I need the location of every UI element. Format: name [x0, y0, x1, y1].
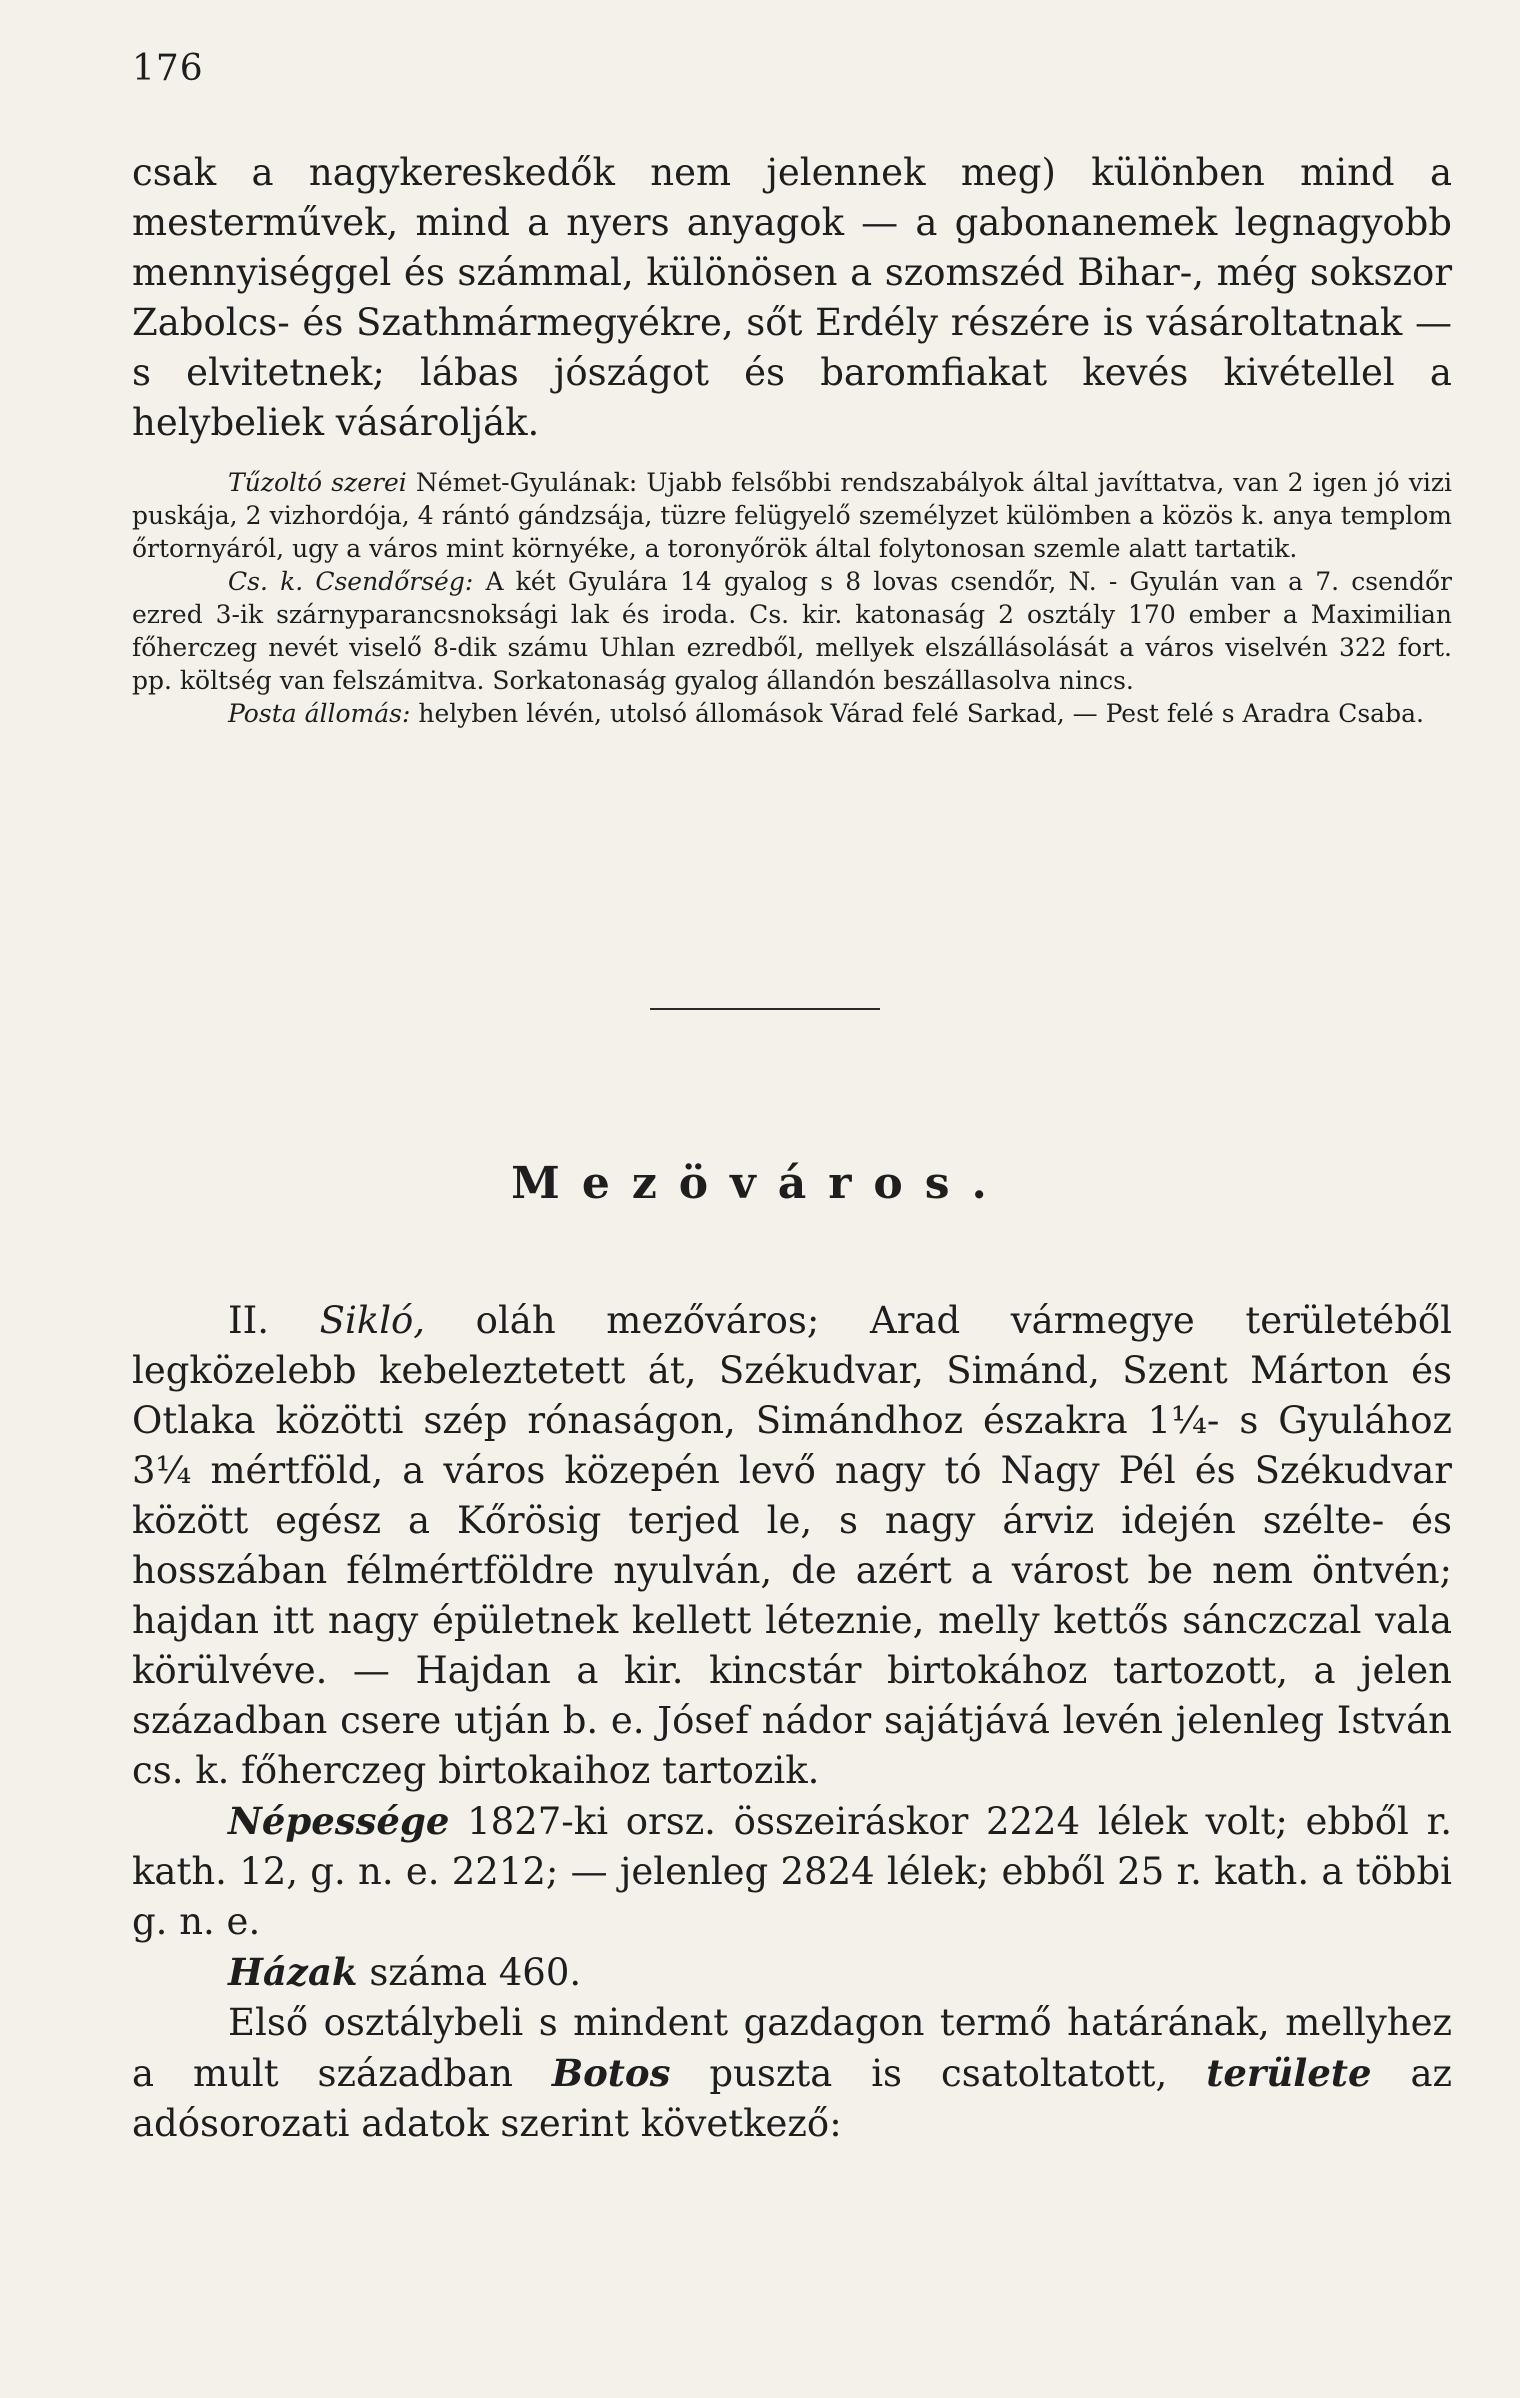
paragraph-middle: puszta is csatoltatott,: [670, 2052, 1207, 2095]
section-body: [132, 1296, 1452, 2149]
top-paragraph-block: [132, 148, 1452, 448]
notes-block: [132, 466, 1452, 730]
paragraph-population: [132, 1796, 1452, 1947]
paragraph-tail: az adósorozati adatok szerint következő:: [132, 2052, 1453, 2145]
paragraph-siklo: [132, 1296, 1452, 1796]
paragraph-lead: Népessége: [228, 1799, 450, 1843]
paragraph-houses: [132, 1947, 1452, 1998]
page-number: 176: [132, 48, 204, 89]
paragraph-lead: Sikló,: [319, 1299, 426, 1342]
paragraph-text: oláh mezőváros; Arad vármegye területéből legközelebb kebeleztetett át, Székudvar, Simánd, Szent Márton és Otlaka közötti szép rónaságon, Simándhoz északra 1¼- s Gyulához 3¼ mértföld, a város közepén levő nagy tó Nagy Pél és Székudvar között egész a Kőrösig terjed le, s nagy árviz idején szélte- és hosszában félmértföldre nyulván, de azért a várost be nem öntvén; hajdan itt nagy épületnek kellett léteznie, melly kettős sánczczal vala körülvéve. — Hajdan a kir. kincstár birtokához tartozott, a jelen században csere utján b. e. Jósef nádor sajátjává levén jelenleg István cs. k. főherczeg birtokaihoz tartozik.: [132, 1299, 1452, 1792]
note-lead: Cs. k. Csendőrség:: [228, 567, 474, 596]
note-fire-equipment: [132, 466, 1452, 565]
note-post-office: [132, 697, 1452, 730]
paragraph-territory: [132, 1998, 1452, 2149]
paragraph-text: 1827-ki orsz. összeiráskor 2224 lélek volt; ebből r. kath. 12, g. n. e. 2212; — jelenleg 2824 lélek; ebből 25 r. kath. a többi g. n. e.: [132, 1800, 1452, 1943]
paragraph-lead: Házak: [228, 1950, 358, 1994]
note-text: A két Gyulára 14 gyalog s 8 lovas csendőr, N. - Gyulán van a 7. csendőr ezred 3-ik szárnyparancsnoksági lak és iroda. Cs. kir. katonaság 2 osztály 170 ember a Maximilian főherczeg nevét viselő 8-dik számu Uhlan ezredből, mellyek elszállásolását a város viselvén 322 fort. pp. költség van felszámitva. Sorkatonaság gyalog állandón beszállasolva nincs.: [132, 567, 1452, 695]
note-text: Német-Gyulának: Ujabb felsőbbi rendszabályok által javíttatva, van 2 igen jó vizi puskája, 2 vizhordója, 4 rántó gándzsája, tüzre felügyelő személyzet külömben a közös k. anya templom őrtornyáról, ugy a város mint környéke, a toronyőrök által folytonosan szemle alatt tartatik.: [132, 468, 1452, 563]
note-text: helyben lévén, utolsó állomások Várad felé Sarkad, — Pest felé s Aradra Csaba.: [410, 699, 1424, 728]
section-divider: [650, 1008, 880, 1010]
paragraph-text: száma 460.: [357, 1951, 582, 1994]
note-lead: Tűzoltó szerei: [228, 468, 407, 497]
italic-word: területe: [1206, 2051, 1372, 2095]
top-paragraph: csak a nagykereskedők nem jelennek meg) különben mind a mesterművek, mind a nyers anyagok — a gabonanemek legnagyobb mennyiséggel és számmal, különösen a szomszéd Bihar-, még sokszor Zabolcs- és Szathmármegyékre, sőt Erdély részére is vásároltatnak — s elvitetnek; lábas jószágot és baromfiakat kevés kivétellel a helybeliek vásárolják.: [132, 151, 1452, 444]
note-gendarmerie: [132, 565, 1452, 697]
paragraph-prefix: II.: [228, 1299, 320, 1342]
bold-italic-word: Botos: [551, 2051, 671, 2095]
note-lead: Posta állomás:: [228, 699, 411, 728]
paragraph-text: Első osztálybeli s mindent gazdagon termő határának, mellyhez a mult században: [132, 2001, 1452, 2095]
section-heading: Mezöváros.: [511, 1158, 1009, 1209]
